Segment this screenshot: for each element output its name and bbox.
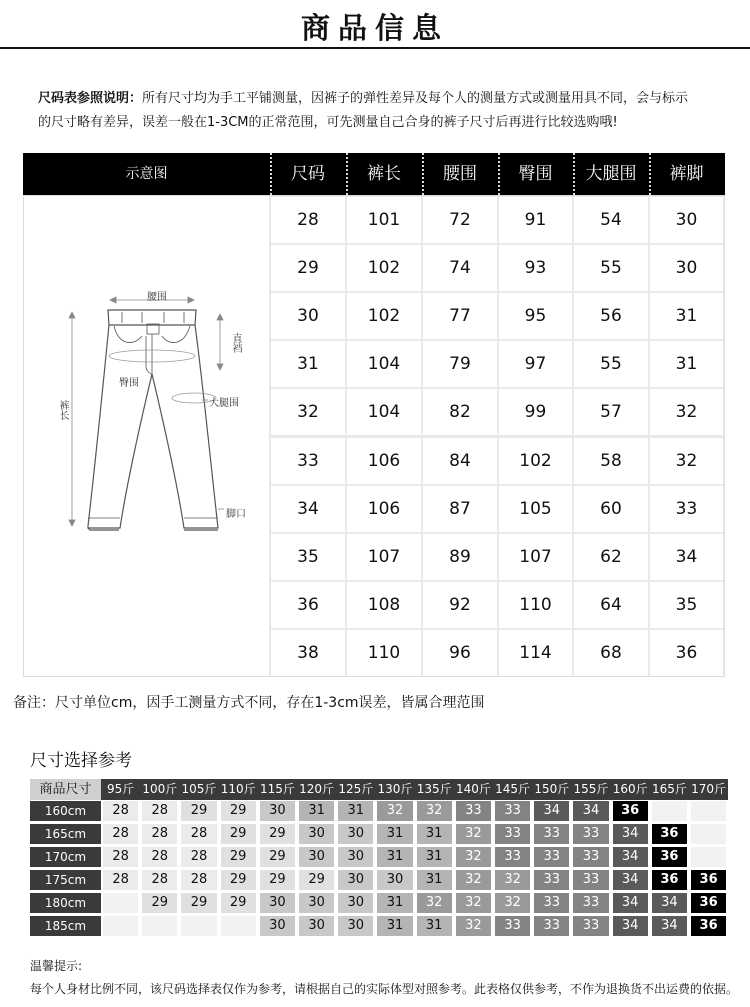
size-table-cell: 55 xyxy=(574,341,648,387)
size-table-cell: 38 xyxy=(271,630,345,676)
reference-size-cell: 34 xyxy=(613,916,648,936)
size-table-cell: 110 xyxy=(499,582,572,628)
reference-size-cell: 30 xyxy=(299,916,334,936)
reference-size-cell: 33 xyxy=(534,824,569,844)
size-table-cell: 29 xyxy=(271,245,345,291)
reference-size-cell: 36 xyxy=(691,870,726,890)
reference-size-cell: 33 xyxy=(495,916,530,936)
reference-size-cell: 34 xyxy=(534,801,569,821)
size-table-cell: 36 xyxy=(650,630,723,676)
reference-size-cell: 33 xyxy=(534,916,569,936)
diagram-label-hem: 脚口 xyxy=(226,509,246,520)
reference-size-cell: 30 xyxy=(338,916,373,936)
reference-size-cell: 30 xyxy=(299,847,334,867)
size-table-cell: 99 xyxy=(499,389,572,435)
reference-size-cell: 34 xyxy=(613,824,648,844)
reference-weight-header: 145斤 xyxy=(495,782,531,796)
reference-size-cell xyxy=(103,893,138,913)
reference-size-cell xyxy=(691,801,726,821)
size-table-cell: 35 xyxy=(650,582,723,628)
reference-size-cell: 31 xyxy=(417,847,452,867)
reference-weight-header: 165斤 xyxy=(651,782,687,796)
size-table-cell: 62 xyxy=(574,534,648,580)
size-table-cell: 56 xyxy=(574,293,648,339)
reference-size-cell: 33 xyxy=(456,801,491,821)
reference-size-cell: 30 xyxy=(338,870,373,890)
size-table-column-header: 裤脚 xyxy=(669,164,704,184)
size-table-cell: 28 xyxy=(271,197,345,243)
reference-size-cell: 30 xyxy=(299,893,334,913)
size-table-cell: 34 xyxy=(650,534,723,580)
size-table-cell: 77 xyxy=(423,293,497,339)
reference-size-cell: 28 xyxy=(103,847,138,867)
reference-size-cell: 32 xyxy=(456,870,491,890)
size-table-cell: 89 xyxy=(423,534,497,580)
size-table-cell: 101 xyxy=(347,197,421,243)
size-table-cell: 30 xyxy=(650,245,723,291)
reference-size-cell: 32 xyxy=(495,893,530,913)
size-table-cell: 114 xyxy=(499,630,572,676)
reference-size-cell: 31 xyxy=(377,824,412,844)
reference-weight-header: 140斤 xyxy=(455,782,491,796)
reference-size-cell: 30 xyxy=(338,893,373,913)
reference-size-cell: 32 xyxy=(495,870,530,890)
reference-size-cell: 33 xyxy=(495,801,530,821)
size-table-cell: 60 xyxy=(574,486,648,532)
size-table-column-header: 臀围 xyxy=(518,164,553,184)
size-table-cell: 108 xyxy=(347,582,421,628)
size-table-cell: 58 xyxy=(574,438,648,484)
reference-size-cell: 29 xyxy=(181,893,216,913)
reference-size-cell: 29 xyxy=(181,801,216,821)
reference-size-cell: 32 xyxy=(417,893,452,913)
reference-size-cell: 31 xyxy=(377,893,412,913)
reference-weight-header: 130斤 xyxy=(377,782,413,796)
reference-size-cell: 29 xyxy=(221,801,256,821)
size-table-cell: 107 xyxy=(347,534,421,580)
size-table-cell: 102 xyxy=(499,438,572,484)
reference-height-label: 170cm xyxy=(30,847,101,867)
reference-size-cell: 34 xyxy=(613,870,648,890)
reference-size-cell: 36 xyxy=(652,847,687,867)
reference-weight-header: 95斤 xyxy=(106,782,135,796)
size-table-cell: 74 xyxy=(423,245,497,291)
size-note-line-2: 的尺寸略有差异，误差一般在1-3CM的正常范围，可先测量自己合身的裤子尺寸后再进行比较选购哦! xyxy=(38,115,618,130)
reference-size-cell: 36 xyxy=(613,801,648,821)
reference-size-cell xyxy=(691,847,726,867)
reference-weight-header: 135斤 xyxy=(416,782,452,796)
diagram-label-thigh: 大腿围 xyxy=(209,398,239,409)
reference-size-cell: 36 xyxy=(691,916,726,936)
reference-size-cell: 34 xyxy=(573,801,608,821)
size-table-column-header: 大腿围 xyxy=(585,164,637,184)
size-table-cell: 31 xyxy=(271,341,345,387)
tips-label: 温馨提示: xyxy=(30,959,83,973)
size-table-cell: 97 xyxy=(499,341,572,387)
size-table-cell: 31 xyxy=(650,341,723,387)
reference-size-cell: 29 xyxy=(221,893,256,913)
reference-corner-label: 商品尺寸 xyxy=(30,779,101,800)
reference-size-cell: 32 xyxy=(456,847,491,867)
reference-weight-header: 115斤 xyxy=(259,782,295,796)
reference-weight-header: 100斤 xyxy=(142,782,178,796)
reference-weight-header: 160斤 xyxy=(612,782,648,796)
diagram-label-rise: 直裆 xyxy=(230,333,241,353)
size-table-cell: 106 xyxy=(347,438,421,484)
size-table-header-diagram: 示意图 xyxy=(125,166,168,182)
reference-size-cell xyxy=(691,824,726,844)
reference-size-cell: 31 xyxy=(299,801,334,821)
reference-size-cell: 29 xyxy=(260,847,295,867)
reference-size-cell: 31 xyxy=(417,870,452,890)
reference-size-cell: 29 xyxy=(221,870,256,890)
size-table-column-header: 裤长 xyxy=(367,164,401,184)
reference-size-cell: 31 xyxy=(417,824,452,844)
reference-size-cell: 36 xyxy=(691,893,726,913)
reference-height-label: 185cm xyxy=(30,916,101,936)
reference-weight-header: 105斤 xyxy=(181,782,217,796)
reference-size-cell: 32 xyxy=(456,893,491,913)
size-note-label: 尺码表参照说明： xyxy=(38,91,143,106)
reference-size-cell: 30 xyxy=(260,916,295,936)
size-table-cell: 30 xyxy=(650,197,723,243)
reference-size-cell: 34 xyxy=(652,893,687,913)
reference-size-cell: 34 xyxy=(613,847,648,867)
size-table-cell: 79 xyxy=(423,341,497,387)
reference-size-cell: 34 xyxy=(652,916,687,936)
reference-size-cell: 29 xyxy=(260,870,295,890)
reference-size-cell: 33 xyxy=(495,847,530,867)
size-table-cell: 95 xyxy=(499,293,572,339)
diagram-label-length: 裤长 xyxy=(57,400,68,420)
reference-size-cell: 29 xyxy=(221,847,256,867)
reference-size-cell: 33 xyxy=(573,916,608,936)
reference-size-cell: 32 xyxy=(456,916,491,936)
reference-size-cell: 33 xyxy=(573,847,608,867)
reference-title: 尺寸选择参考 xyxy=(30,751,132,771)
size-table-cell: 35 xyxy=(271,534,345,580)
size-table-cell: 30 xyxy=(271,293,345,339)
size-table-column-header: 腰围 xyxy=(443,164,477,184)
size-table-cell: 55 xyxy=(574,245,648,291)
size-table-cell: 36 xyxy=(271,582,345,628)
reference-size-cell: 28 xyxy=(181,870,216,890)
reference-weight-header: 150斤 xyxy=(534,782,570,796)
size-table-cell: 57 xyxy=(574,389,648,435)
reference-size-cell: 28 xyxy=(142,801,177,821)
reference-size-cell: 33 xyxy=(573,824,608,844)
size-table-cell: 32 xyxy=(271,389,345,435)
reference-weight-header: 155斤 xyxy=(573,782,609,796)
size-note-line-1 xyxy=(38,87,728,111)
diagram-label-waist: 腰围 xyxy=(147,292,167,303)
reference-size-cell: 28 xyxy=(142,847,177,867)
size-table-cell: 104 xyxy=(347,389,421,435)
unit-remark: 备注：尺寸单位cm，因手工测量方式不同，存在1-3cm误差，皆属合理范围 xyxy=(13,695,485,711)
size-table-cell: 84 xyxy=(423,438,497,484)
reference-size-cell: 30 xyxy=(338,847,373,867)
reference-size-cell: 31 xyxy=(377,916,412,936)
reference-size-cell: 30 xyxy=(338,824,373,844)
reference-height-label: 175cm xyxy=(30,870,101,890)
reference-size-cell: 28 xyxy=(103,870,138,890)
reference-size-cell: 28 xyxy=(103,824,138,844)
reference-height-label: 160cm xyxy=(30,801,101,821)
size-table-cell: 72 xyxy=(423,197,497,243)
size-table-cell: 106 xyxy=(347,486,421,532)
reference-size-cell xyxy=(652,801,687,821)
reference-size-cell: 30 xyxy=(260,801,295,821)
reference-size-cell xyxy=(103,916,138,936)
size-table-cell: 31 xyxy=(650,293,723,339)
reference-size-cell: 30 xyxy=(299,824,334,844)
size-table-cell: 68 xyxy=(574,630,648,676)
reference-size-cell: 33 xyxy=(573,870,608,890)
size-table-cell: 96 xyxy=(423,630,497,676)
size-table-cell: 102 xyxy=(347,293,421,339)
reference-size-cell: 29 xyxy=(142,893,177,913)
reference-size-cell: 29 xyxy=(221,824,256,844)
reference-size-cell: 31 xyxy=(377,847,412,867)
size-table-cell: 64 xyxy=(574,582,648,628)
size-table-cell: 34 xyxy=(271,486,345,532)
reference-size-cell: 30 xyxy=(377,870,412,890)
reference-size-cell: 29 xyxy=(260,824,295,844)
size-table-cell: 102 xyxy=(347,245,421,291)
reference-size-cell: 28 xyxy=(181,847,216,867)
reference-weight-header: 110斤 xyxy=(220,782,256,796)
reference-size-cell: 29 xyxy=(299,870,334,890)
reference-weight-header: 125斤 xyxy=(338,782,374,796)
reference-weight-header: 170斤 xyxy=(691,782,727,796)
size-table-cell: 104 xyxy=(347,341,421,387)
page-title: 商品信息 xyxy=(300,11,449,45)
reference-size-cell: 33 xyxy=(495,824,530,844)
reference-size-cell: 32 xyxy=(456,824,491,844)
reference-size-cell: 33 xyxy=(534,870,569,890)
size-table-cell: 93 xyxy=(499,245,572,291)
reference-height-label: 180cm xyxy=(30,893,101,913)
reference-size-cell: 33 xyxy=(534,847,569,867)
size-note-text-1: 所有尺寸均为手工平铺测量，因裤子的弹性差异及每个人的测量方式或测量用具不同，会与标示 xyxy=(142,91,689,106)
reference-size-cell: 28 xyxy=(103,801,138,821)
reference-size-cell: 36 xyxy=(652,870,687,890)
reference-height-label: 165cm xyxy=(30,824,101,844)
reference-size-cell: 31 xyxy=(417,916,452,936)
reference-size-cell: 28 xyxy=(142,824,177,844)
size-table-cell: 32 xyxy=(650,389,723,435)
size-table-cell: 33 xyxy=(650,486,723,532)
size-table-cell: 82 xyxy=(423,389,497,435)
pants-diagram-icon xyxy=(24,196,269,676)
reference-weight-header: 120斤 xyxy=(299,782,335,796)
reference-size-cell xyxy=(142,916,177,936)
size-table-cell: 32 xyxy=(650,438,723,484)
diagram-label-hip: 臀围 xyxy=(119,378,139,389)
reference-size-cell xyxy=(181,916,216,936)
size-table-cell: 33 xyxy=(271,438,345,484)
reference-size-cell: 33 xyxy=(573,893,608,913)
size-table-cell: 92 xyxy=(423,582,497,628)
reference-size-cell: 33 xyxy=(534,893,569,913)
reference-size-cell: 30 xyxy=(260,893,295,913)
size-table-cell: 105 xyxy=(499,486,572,532)
size-table-cell: 87 xyxy=(423,486,497,532)
size-table-column-header: 尺码 xyxy=(291,164,325,184)
reference-size-cell: 31 xyxy=(338,801,373,821)
reference-size-cell: 34 xyxy=(613,893,648,913)
title-divider xyxy=(0,47,750,49)
tips-text: 每个人身材比例不同，该尺码选择表仅作为参考，请根据自己的实际体型对照参考。此表格仅供参考，不作为退换货不出运费的依据。 xyxy=(30,982,739,996)
reference-size-cell: 32 xyxy=(417,801,452,821)
size-table-cell: 107 xyxy=(499,534,572,580)
reference-size-cell: 36 xyxy=(652,824,687,844)
reference-size-cell xyxy=(221,916,256,936)
reference-size-cell: 28 xyxy=(181,824,216,844)
size-table-cell: 110 xyxy=(347,630,421,676)
size-table-cell: 91 xyxy=(499,197,572,243)
reference-size-cell: 28 xyxy=(142,870,177,890)
size-table-cell: 54 xyxy=(574,197,648,243)
reference-size-cell: 32 xyxy=(377,801,412,821)
